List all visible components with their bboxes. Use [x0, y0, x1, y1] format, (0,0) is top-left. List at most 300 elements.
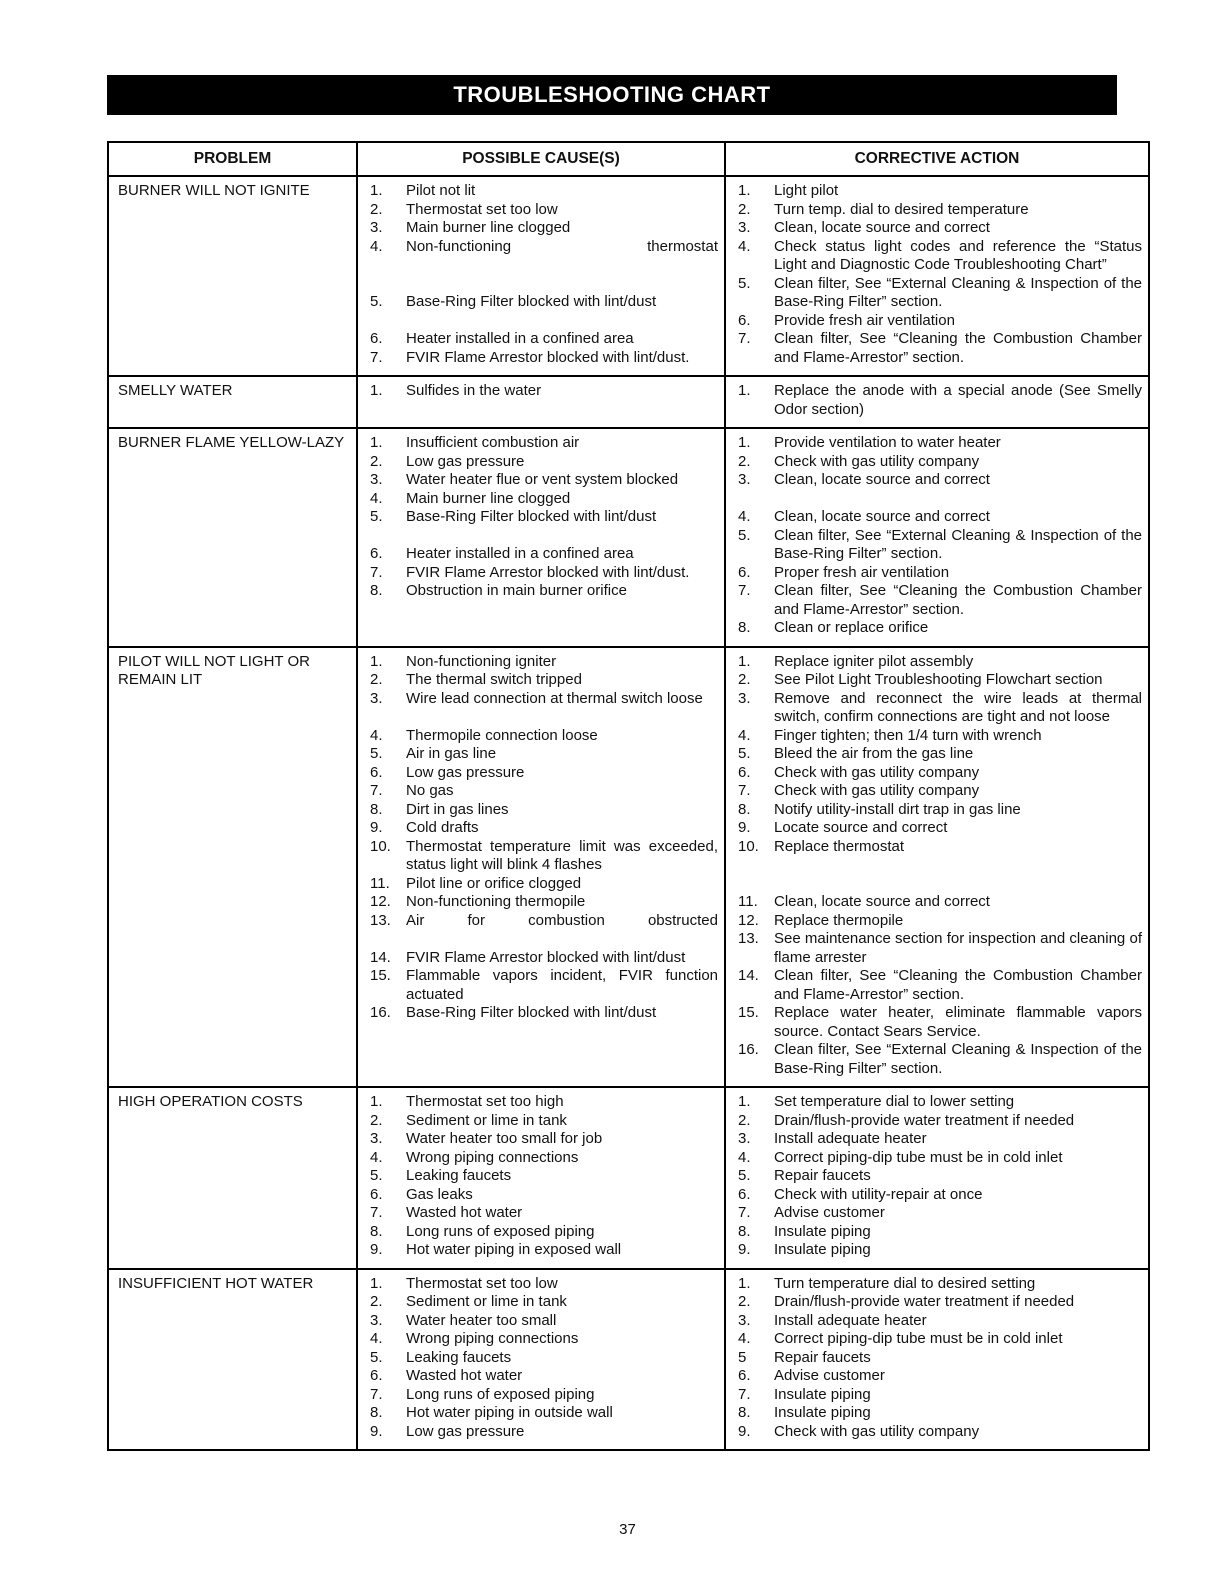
item-number: 5.	[370, 1167, 383, 1184]
action-item	[738, 727, 1142, 746]
action-item	[738, 1223, 1142, 1242]
item-number: 6.	[370, 1185, 383, 1203]
action-item	[738, 382, 1142, 419]
action-cell	[725, 176, 1149, 376]
action-item	[738, 275, 1142, 312]
action-item	[738, 219, 1142, 238]
cause-item	[370, 1004, 718, 1023]
item-number: 2.	[738, 452, 751, 470]
item-number: 3.	[370, 219, 383, 236]
cause-item	[370, 782, 718, 801]
item-number: 3.	[370, 471, 383, 488]
item-number: 14.	[738, 967, 759, 984]
troubleshooting-table	[107, 141, 1150, 1451]
item-number: 4.	[370, 1148, 383, 1166]
item-text: No gas	[406, 782, 454, 799]
item-number: 3.	[738, 689, 751, 707]
action-item	[738, 1204, 1142, 1223]
cause-item	[370, 801, 718, 820]
item-number: 7.	[738, 1385, 751, 1403]
cause-item	[370, 434, 718, 453]
item-number: 8.	[738, 800, 751, 818]
item-text: Finger tighten; then 1/4 turn with wrench	[774, 726, 1042, 744]
cause-item	[370, 349, 718, 368]
action-item	[738, 893, 1142, 912]
item-number: 5.	[370, 1348, 383, 1366]
item-text: Repair faucets	[774, 1167, 871, 1184]
item-number: 2.	[738, 200, 751, 218]
item-text: Check status light codes and reference the “Status Light and Diagnostic Code Troubleshooting Chart”	[774, 237, 1142, 273]
cause-item	[370, 838, 718, 875]
item-number: 2.	[738, 1293, 751, 1310]
item-text: Replace water heater, eliminate flammable vapors source. Contact Sears Service.	[774, 1004, 1142, 1040]
item-text: Replace thermopile	[774, 911, 904, 929]
item-number: 7.	[738, 1204, 751, 1221]
item-number: 6.	[370, 545, 383, 562]
item-number: 1.	[370, 434, 383, 451]
action-item	[738, 582, 1142, 619]
item-number: 5.	[738, 1167, 751, 1184]
table-row	[108, 647, 1149, 1088]
item-text: Insulate piping	[774, 1404, 871, 1421]
item-text: Sediment or lime in tank	[406, 1111, 567, 1129]
action-item	[738, 434, 1142, 453]
action-item	[738, 1149, 1142, 1168]
item-text: Wrong piping connections	[406, 1148, 579, 1166]
action-item	[738, 1130, 1142, 1149]
item-text: Clean filter, See “External Cleaning & Inspection of the Base-Ring Filter” section.	[774, 526, 1142, 562]
action-item	[738, 1330, 1142, 1349]
item-text: Turn temp. dial to desired temperature	[774, 200, 1029, 218]
item-number: 6.	[370, 1367, 383, 1384]
cause-item	[370, 1312, 718, 1331]
item-text: Water heater too small for job	[406, 1130, 603, 1147]
cause-item	[370, 471, 718, 490]
action-item	[738, 1293, 1142, 1312]
table-body	[108, 176, 1149, 1450]
item-text: Heater installed in a confined area	[406, 330, 634, 347]
cause-item	[370, 1204, 718, 1223]
item-text: Thermostat set too high	[406, 1093, 564, 1110]
item-text: Clean filter, See “External Cleaning & Inspection of the Base-Ring Filter” section.	[774, 1041, 1142, 1077]
item-number: 4.	[738, 1148, 751, 1166]
item-text: Check with gas utility company	[774, 763, 980, 781]
item-number: 2.	[738, 1111, 751, 1129]
cause-item	[370, 330, 718, 349]
item-text: Clean filter, See “Cleaning the Combustion Chamber and Flame-Arrestor” section.	[774, 967, 1142, 1003]
item-text: Sediment or lime in tank	[406, 1293, 567, 1310]
item-text: Advise customer	[774, 1204, 885, 1221]
item-text: Cold drafts	[406, 819, 479, 836]
item-number: 6.	[370, 330, 383, 347]
action-item	[738, 1404, 1142, 1423]
item-number: 16.	[370, 1004, 391, 1021]
item-text: Base-Ring Filter blocked with lint/dust	[406, 1004, 657, 1021]
item-text: Air in gas line	[406, 745, 497, 762]
chart-title-bar	[107, 75, 1117, 115]
item-number: 13.	[738, 930, 759, 947]
action-item	[738, 764, 1142, 783]
action-item	[738, 1241, 1142, 1260]
item-text: Remove and reconnect the wire leads at thermal switch, confirm connections are tight and not loose	[774, 689, 1142, 725]
action-item	[738, 238, 1142, 275]
item-number: 9.	[370, 1422, 383, 1440]
item-number: 8.	[738, 1222, 751, 1240]
item-text: Check with gas utility company	[774, 452, 980, 470]
cause-cell	[357, 1087, 725, 1269]
item-text: Water heater too small	[406, 1311, 557, 1329]
cause-item	[370, 182, 718, 201]
cause-item	[370, 1367, 718, 1386]
item-number: 15.	[370, 967, 391, 984]
action-item	[738, 819, 1142, 838]
item-text: Base-Ring Filter blocked with lint/dust	[406, 508, 657, 525]
item-text: Non-functioning igniter	[406, 652, 557, 670]
action-item	[738, 967, 1142, 1004]
action-item	[738, 930, 1142, 967]
item-text: Wasted hot water	[406, 1367, 523, 1384]
item-text: Install adequate heater	[774, 1311, 927, 1329]
item-text: Provide ventilation to water heater	[774, 434, 1001, 451]
item-number: 9.	[370, 1241, 383, 1258]
action-item	[738, 838, 1142, 857]
page-title: TROUBLESHOOTING CHART	[453, 82, 771, 107]
item-number: 8.	[370, 1222, 383, 1240]
action-item	[738, 1367, 1142, 1386]
item-text: Check with utility-repair at once	[774, 1185, 983, 1203]
item-text: Advise customer	[774, 1367, 885, 1384]
item-number: 3.	[738, 1311, 751, 1329]
item-text: Hot water piping in exposed wall	[406, 1241, 622, 1258]
item-number: 1.	[738, 382, 751, 399]
item-text: Thermostat set too low	[406, 1274, 558, 1292]
table-row	[108, 1269, 1149, 1451]
item-text: Obstruction in main burner orifice	[406, 582, 627, 599]
item-text: Air for combustion obstructed	[406, 911, 718, 929]
item-text: Turn temperature dial to desired setting	[774, 1274, 1036, 1292]
item-text: FVIR Flame Arrestor blocked with lint/dust.	[406, 348, 690, 366]
item-text: Light pilot	[774, 182, 839, 199]
cause-item	[370, 453, 718, 472]
item-text: Correct piping-dip tube must be in cold inlet	[774, 1330, 1063, 1347]
item-text: Main burner line clogged	[406, 219, 571, 236]
item-text: Thermopile connection loose	[406, 726, 598, 744]
action-item	[738, 182, 1142, 201]
action-item	[738, 619, 1142, 638]
item-number: 1.	[738, 1093, 751, 1110]
item-number: 8.	[370, 582, 383, 599]
problem-cell: BURNER WILL NOT IGNITE	[108, 176, 357, 376]
item-text: Bleed the air from the gas line	[774, 745, 974, 762]
action-item	[738, 1312, 1142, 1331]
action-item	[738, 330, 1142, 367]
col-header-problem: PROBLEM	[108, 142, 357, 176]
item-text: Leaking faucets	[406, 1167, 512, 1184]
item-number: 1.	[370, 1274, 383, 1292]
action-cell	[725, 1269, 1149, 1451]
item-number: 12.	[738, 911, 759, 929]
item-text: Set temperature dial to lower setting	[774, 1093, 1015, 1110]
action-item	[738, 653, 1142, 672]
problem-cell: SMELLY WATER	[108, 376, 357, 428]
item-text: See maintenance section for inspection and cleaning of flame arrester	[774, 930, 1142, 966]
action-item	[738, 312, 1142, 331]
action-cell	[725, 1087, 1149, 1269]
action-item	[738, 782, 1142, 801]
item-number: 2.	[370, 452, 383, 470]
cause-cell	[357, 176, 725, 376]
action-item	[738, 471, 1142, 490]
item-text: Notify utility-install dirt trap in gas line	[774, 800, 1021, 818]
item-number: 3.	[738, 219, 751, 236]
cause-item	[370, 564, 718, 583]
item-text: Leaking faucets	[406, 1348, 512, 1366]
item-text: Repair faucets	[774, 1348, 871, 1366]
item-text: Pilot line or orifice clogged	[406, 874, 582, 892]
action-item	[738, 1167, 1142, 1186]
action-item	[738, 527, 1142, 564]
item-text: Insulate piping	[774, 1222, 871, 1240]
item-number: 9.	[370, 819, 383, 836]
item-text: The thermal switch tripped	[406, 671, 582, 688]
item-text: Clean, locate source and correct	[774, 508, 990, 525]
cause-item	[370, 238, 718, 257]
cause-item	[370, 1330, 718, 1349]
item-number: 10.	[370, 837, 391, 855]
cause-item	[370, 690, 718, 709]
item-text: Clean filter, See “External Cleaning & Inspection of the Base-Ring Filter” section.	[774, 274, 1142, 310]
item-number: 1.	[370, 652, 383, 670]
item-text: Sulfides in the water	[406, 382, 542, 399]
action-item	[738, 801, 1142, 820]
item-text: Provide fresh air ventilation	[774, 311, 955, 329]
item-text: Gas leaks	[406, 1185, 473, 1203]
item-text: Insulate piping	[774, 1241, 871, 1258]
item-text: Clean, locate source and correct	[774, 893, 990, 910]
item-number: 2.	[738, 671, 751, 688]
item-number: 7.	[370, 348, 383, 366]
item-text: Locate source and correct	[774, 819, 948, 836]
item-text: Drain/flush-provide water treatment if needed	[774, 1111, 1075, 1129]
item-number: 11.	[370, 874, 390, 892]
item-text: Wrong piping connections	[406, 1330, 579, 1347]
item-number: 1.	[738, 1274, 751, 1292]
cause-item	[370, 1223, 718, 1242]
item-number: 4.	[738, 726, 751, 744]
item-text: Clean or replace orifice	[774, 619, 929, 636]
table-row	[108, 1087, 1149, 1269]
item-number: 8.	[738, 1404, 751, 1421]
item-number: 1.	[738, 652, 751, 670]
item-number: 4.	[370, 1330, 383, 1347]
item-number: 8.	[738, 619, 751, 636]
item-number: 4.	[370, 726, 383, 744]
item-text: Base-Ring Filter blocked with lint/dust	[406, 293, 657, 310]
action-item	[738, 1275, 1142, 1294]
action-item	[738, 1423, 1142, 1442]
item-text: Clean, locate source and correct	[774, 471, 990, 488]
item-number: 1.	[738, 182, 751, 199]
cause-item	[370, 653, 718, 672]
item-text: Wire lead connection at thermal switch loose	[406, 689, 703, 707]
item-text: Flammable vapors incident, FVIR function actuated	[406, 967, 718, 1003]
cause-item	[370, 1186, 718, 1205]
cause-cell	[357, 1269, 725, 1451]
page-number: 37	[619, 1521, 636, 1538]
item-number: 9.	[738, 1422, 751, 1440]
item-number: 4.	[370, 489, 383, 507]
cause-item	[370, 1093, 718, 1112]
cause-item	[370, 819, 718, 838]
action-item	[738, 453, 1142, 472]
action-item	[738, 201, 1142, 220]
action-item	[738, 1041, 1142, 1078]
item-text: Dirt in gas lines	[406, 800, 509, 818]
action-item	[738, 1112, 1142, 1131]
action-item	[738, 690, 1142, 727]
item-number: 16.	[738, 1041, 759, 1058]
action-item	[738, 1093, 1142, 1112]
item-number: 7.	[370, 1204, 383, 1221]
cause-item	[370, 1149, 718, 1168]
item-number: 8.	[370, 1404, 383, 1421]
cause-item	[370, 1130, 718, 1149]
item-text: Heater installed in a confined area	[406, 545, 634, 562]
item-number: 7.	[738, 330, 751, 347]
item-number: 8.	[370, 800, 383, 818]
cause-cell	[357, 428, 725, 647]
action-cell	[725, 376, 1149, 428]
problem-cell: HIGH OPERATION COSTS	[108, 1087, 357, 1269]
item-number: 6.	[738, 763, 751, 781]
item-text: Clean filter, See “Cleaning the Combustion Chamber and Flame-Arrestor” section.	[774, 582, 1142, 618]
item-number: 2.	[370, 1111, 383, 1129]
action-item	[738, 912, 1142, 931]
cause-item	[370, 1423, 718, 1442]
item-number: 7.	[370, 1385, 383, 1403]
cause-item	[370, 382, 718, 401]
cause-item	[370, 671, 718, 690]
action-cell	[725, 647, 1149, 1088]
item-text: Drain/flush-provide water treatment if needed	[774, 1293, 1075, 1310]
item-number: 1.	[370, 382, 383, 399]
item-text: Main burner line clogged	[406, 489, 571, 507]
col-header-corrective-action: CORRECTIVE ACTION	[725, 142, 1149, 176]
item-number: 7.	[738, 582, 751, 599]
item-number: 10.	[738, 837, 759, 855]
item-number: 6.	[738, 563, 751, 581]
cause-cell	[357, 376, 725, 428]
cause-item	[370, 893, 718, 912]
item-text: Non-functioning thermopile	[406, 893, 586, 910]
item-text: Clean filter, See “Cleaning the Combustion Chamber and Flame-Arrestor” section.	[774, 330, 1142, 366]
item-number: 5.	[738, 745, 751, 762]
item-number: 4.	[370, 237, 383, 255]
item-number: 1.	[370, 182, 383, 199]
cause-item	[370, 582, 718, 601]
item-number: 7.	[370, 563, 383, 581]
item-text: Thermostat temperature limit was exceeded, status light will blink 4 flashes	[406, 837, 718, 873]
cause-item	[370, 875, 718, 894]
item-text: Replace igniter pilot assembly	[774, 652, 974, 670]
item-text: Replace thermostat	[774, 837, 905, 855]
action-item	[738, 1186, 1142, 1205]
cause-item	[370, 745, 718, 764]
item-text: Hot water piping in outside wall	[406, 1404, 613, 1421]
item-number: 14.	[370, 948, 391, 966]
item-number: 3.	[370, 689, 383, 707]
item-text: Check with gas utility company	[774, 1422, 980, 1440]
cause-item	[370, 949, 718, 968]
cause-item	[370, 1404, 718, 1423]
item-number: 3.	[738, 471, 751, 488]
item-text: FVIR Flame Arrestor blocked with lint/dust.	[406, 563, 690, 581]
item-number: 3.	[738, 1130, 751, 1147]
cause-item	[370, 912, 718, 931]
cause-item	[370, 1349, 718, 1368]
cause-item	[370, 1241, 718, 1260]
action-item	[738, 745, 1142, 764]
item-text: Non-functioning thermostat	[406, 237, 718, 255]
item-number: 15.	[738, 1004, 759, 1021]
item-text: Long runs of exposed piping	[406, 1385, 595, 1403]
item-text: Pilot not lit	[406, 182, 476, 199]
action-item	[738, 508, 1142, 527]
cause-item	[370, 1386, 718, 1405]
item-text: Thermostat set too low	[406, 200, 558, 218]
item-number: 5.	[370, 508, 383, 525]
item-number: 3.	[370, 1130, 383, 1147]
item-text: Low gas pressure	[406, 763, 525, 781]
item-text: Low gas pressure	[406, 452, 525, 470]
item-text: Wasted hot water	[406, 1204, 523, 1221]
problem-cell: BURNER FLAME YELLOW-LAZY	[108, 428, 357, 647]
item-number: 5	[738, 1348, 747, 1366]
item-number: 9.	[738, 819, 751, 836]
cause-item	[370, 545, 718, 564]
table-row	[108, 428, 1149, 647]
item-number: 1.	[370, 1093, 383, 1110]
table-row	[108, 176, 1149, 376]
item-number: 3.	[370, 1311, 383, 1329]
item-number: 2.	[370, 1293, 383, 1310]
item-number: 2.	[370, 200, 383, 218]
item-number: 12.	[370, 893, 391, 910]
cause-item	[370, 1293, 718, 1312]
item-number: 5.	[370, 293, 383, 310]
item-number: 5.	[738, 274, 751, 292]
item-number: 6.	[738, 1185, 751, 1203]
item-text: Insulate piping	[774, 1385, 871, 1403]
item-number: 6.	[738, 1367, 751, 1384]
item-number: 7.	[738, 782, 751, 799]
item-text: Proper fresh air ventilation	[774, 563, 950, 581]
item-text: Long runs of exposed piping	[406, 1222, 595, 1240]
action-item	[738, 671, 1142, 690]
item-text: Replace the anode with a special anode (See Smelly Odor section)	[774, 382, 1142, 418]
cause-cell	[357, 647, 725, 1088]
cause-item	[370, 727, 718, 746]
item-number: 5.	[370, 745, 383, 762]
item-number: 4.	[738, 237, 751, 255]
item-text: Insufficient combustion air	[406, 434, 580, 451]
item-number: 1.	[738, 434, 751, 451]
item-text: Clean, locate source and correct	[774, 219, 990, 236]
cause-item	[370, 508, 718, 527]
cause-item	[370, 1112, 718, 1131]
col-header-possible-causes: POSSIBLE CAUSE(S)	[357, 142, 725, 176]
table-header-row	[108, 142, 1149, 176]
